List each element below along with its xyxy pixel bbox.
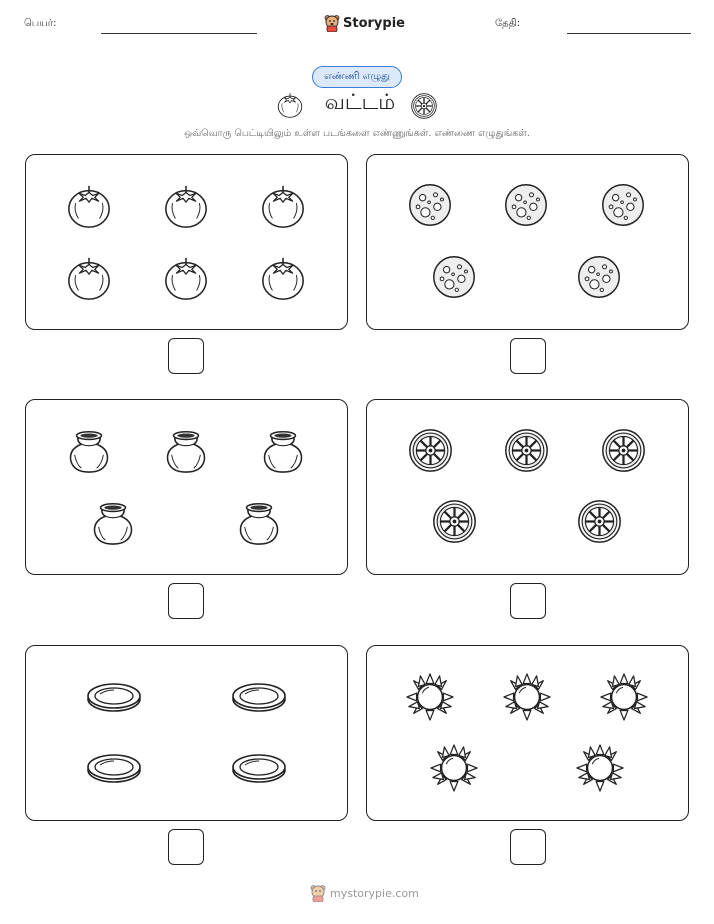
moon-icon <box>503 182 549 228</box>
sun-icon <box>600 673 648 721</box>
wheel-icon <box>410 92 438 120</box>
date-line[interactable] <box>567 33 691 34</box>
answer-box[interactable] <box>510 829 546 865</box>
tomato-icon <box>162 254 210 302</box>
answer-box[interactable] <box>168 829 204 865</box>
count-panel-wheels <box>366 399 689 575</box>
wheel-icon <box>431 498 478 545</box>
pot-icon <box>259 426 307 474</box>
bear-icon <box>324 14 340 32</box>
tomato-icon <box>162 182 210 230</box>
pot-icon <box>235 498 283 546</box>
plate-icon <box>231 751 287 785</box>
footer-site[interactable]: mystorypie.com <box>330 886 419 900</box>
plate-icon <box>86 680 142 714</box>
tomato-icon <box>276 91 304 119</box>
wheel-icon <box>600 427 647 474</box>
wheel-icon <box>407 427 454 474</box>
count-panel-tomatoes <box>25 154 348 330</box>
moon-icon <box>431 254 477 300</box>
pot-icon <box>162 426 210 474</box>
worksheet-badge <box>312 66 402 88</box>
tomato-icon <box>259 182 307 230</box>
count-panel-plates <box>25 645 348 821</box>
pot-icon <box>89 498 137 546</box>
plate-icon <box>86 751 142 785</box>
sun-icon <box>503 673 551 721</box>
instruction-text: ஒவ்வொரு பெட்டியிலும் உள்ள படங்களை எண்ணுங்கள். எண்ணை எழுதுங்கள். <box>184 128 530 139</box>
count-panel-moons <box>366 154 689 330</box>
brand-name: Storypie <box>343 15 405 31</box>
wheel-icon <box>576 498 623 545</box>
pot-icon <box>65 426 113 474</box>
footer <box>310 884 419 902</box>
date-label: தேதி: <box>495 18 521 29</box>
plate-icon <box>231 680 287 714</box>
name-line[interactable] <box>101 33 257 34</box>
tomato-icon <box>259 254 307 302</box>
tomato-icon <box>65 254 113 302</box>
wheel-icon <box>503 427 550 474</box>
bear-icon <box>310 884 326 902</box>
answer-box[interactable] <box>168 338 204 374</box>
answer-box[interactable] <box>510 583 546 619</box>
moon-icon <box>407 182 453 228</box>
sun-icon <box>406 673 454 721</box>
brand-logo <box>324 14 405 32</box>
badge-text: எண்ணி எழுது <box>324 71 390 82</box>
name-label: பெயர்: <box>24 18 57 29</box>
sun-icon <box>430 744 478 792</box>
moon-icon <box>600 182 646 228</box>
sun-icon <box>576 744 624 792</box>
worksheet-title: வட்டம் <box>324 90 396 114</box>
tomato-icon <box>65 182 113 230</box>
answer-box[interactable] <box>168 583 204 619</box>
answer-box[interactable] <box>510 338 546 374</box>
moon-icon <box>576 254 622 300</box>
count-panel-suns <box>366 645 689 821</box>
